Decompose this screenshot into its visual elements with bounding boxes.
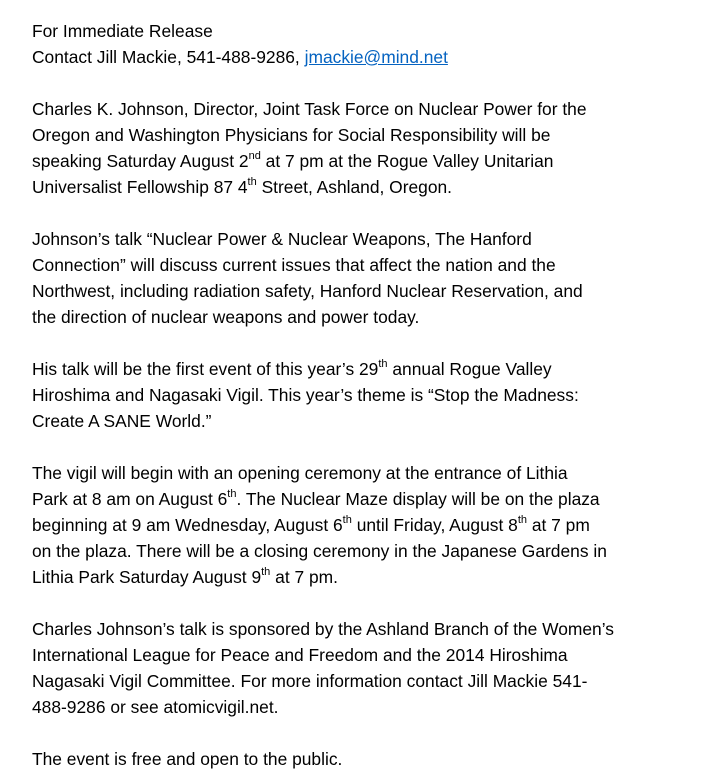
contact-text: Contact Jill Mackie, 541-488-9286, <box>32 47 305 67</box>
paragraph-speaker <box>32 96 694 200</box>
text-run: annual Rogue Valley <box>387 359 552 379</box>
superscript: th <box>247 176 257 189</box>
superscript: th <box>378 358 388 371</box>
text-run: . The Nuclear Maze display will be on the plaza <box>236 489 600 509</box>
paragraph-line: the direction of nuclear weapons and power today. <box>32 307 420 327</box>
text-run: speaking Saturday August 2 <box>32 151 249 171</box>
text-run: until Friday, August 8 <box>351 515 518 535</box>
paragraph-line <box>32 512 694 538</box>
paragraph-line: Hiroshima and Nagasaki Vigil. This year’s theme is “Stop the Madness: <box>32 385 579 405</box>
paragraph-line: on the plaza. There will be a closing ceremony in the Japanese Gardens in <box>32 541 607 561</box>
paragraph-line: Connection” will discuss current issues that affect the nation and the <box>32 255 556 275</box>
paragraph-schedule <box>32 460 694 590</box>
paragraph-line: The vigil will begin with an opening ceremony at the entrance of Lithia <box>32 463 568 483</box>
paragraph-line <box>32 486 694 512</box>
paragraph-line: Northwest, including radiation safety, Hanford Nuclear Reservation, and <box>32 281 583 301</box>
paragraph-line <box>32 148 694 174</box>
paragraph-line: Oregon and Washington Physicians for Social Responsibility will be <box>32 125 551 145</box>
text-run: Street, Ashland, Oregon. <box>256 177 453 197</box>
paragraph-line: Johnson’s talk “Nuclear Power & Nuclear Weapons, The Hanford <box>32 229 532 249</box>
superscript: th <box>342 514 352 527</box>
paragraph-line: Charles K. Johnson, Director, Joint Task Force on Nuclear Power for the <box>32 99 587 119</box>
text-run: Lithia Park Saturday August 9 <box>32 567 262 587</box>
paragraph-closing <box>32 746 694 772</box>
text-run: beginning at 9 am Wednesday, August 6 <box>32 515 343 535</box>
release-label: For Immediate Release <box>32 21 213 41</box>
paragraph-line: The event is free and open to the public. <box>32 749 343 769</box>
paragraph-line <box>32 356 694 382</box>
contact-email-link[interactable]: jmackie@mind.net <box>304 47 448 67</box>
text-run: at 7 pm. <box>270 567 338 587</box>
text-run: at 7 pm at the Rogue Valley Unitarian <box>260 151 554 171</box>
superscript: th <box>227 488 237 501</box>
paragraph-line: International League for Peace and Freedom and the 2014 Hiroshima <box>32 645 568 665</box>
paragraph-line: 488-9286 or see atomicvigil.net. <box>32 697 279 717</box>
text-run: His talk will be the first event of this year’s 29 <box>32 359 379 379</box>
paragraph-vigil-event <box>32 356 694 434</box>
contact-line <box>32 44 694 70</box>
paragraph-line: Nagasaki Vigil Committee. For more information contact Jill Mackie 541- <box>32 671 588 691</box>
header-block <box>32 18 694 70</box>
text-run: Universalist Fellowship 87 4 <box>32 177 248 197</box>
paragraph-line <box>32 564 694 590</box>
text-run: at 7 pm <box>527 515 590 535</box>
superscript: th <box>517 514 527 527</box>
text-run: Park at 8 am on August 6 <box>32 489 228 509</box>
paragraph-line: Charles Johnson’s talk is sponsored by the Ashland Branch of the Women’s <box>32 619 614 639</box>
paragraph-sponsors <box>32 616 694 720</box>
paragraph-line <box>32 174 694 200</box>
superscript: nd <box>248 150 261 163</box>
superscript: th <box>261 566 271 579</box>
paragraph-line: Create A SANE World.” <box>32 411 212 431</box>
paragraph-talk <box>32 226 694 330</box>
